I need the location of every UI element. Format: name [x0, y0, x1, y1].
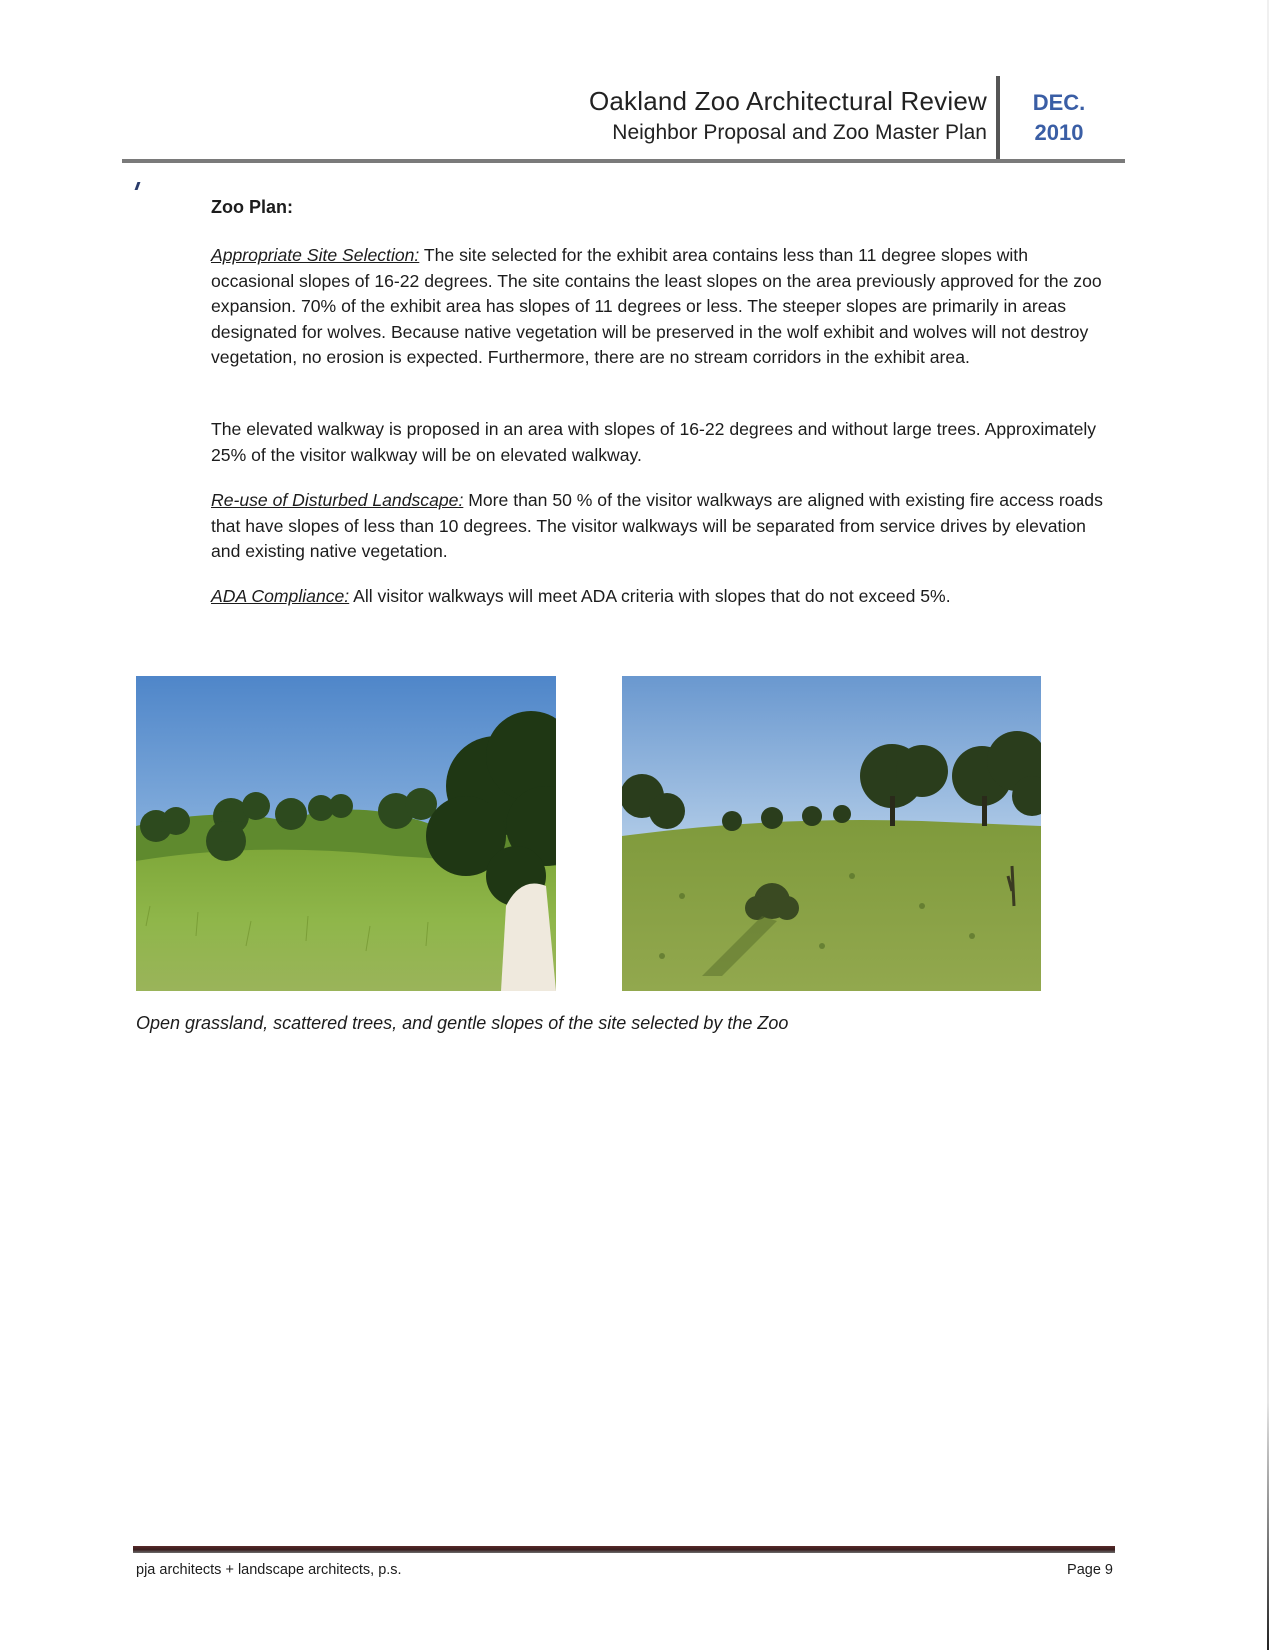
grassland-photo-left — [136, 676, 556, 991]
paragraph-lead: ADA Compliance: — [211, 586, 350, 606]
header-divider — [996, 76, 1000, 160]
paragraph-text: All visitor walkways will meet ADA criteria with slopes that do not exceed 5%. — [349, 586, 951, 606]
footer-firm: pja architects + landscape architects, p.s. — [136, 1562, 402, 1578]
paragraph-text: More than 50 % of the visitor walkways are aligned with existing fire access roads that have slopes of less than 10 degrees. The visitor walkways will be separated from service drives by elevation and existing native vegetation. — [211, 490, 1103, 561]
paragraph-reuse-landscape — [211, 488, 1111, 565]
header-date — [1004, 88, 1114, 148]
document-header — [589, 84, 987, 148]
paragraph-text: The site selected for the exhibit area contains less than 11 degree slopes with occasional slopes of 16-22 degrees. The site contains the least slopes on the area previously approved for the zoo expansion. 70% of the exhibit area has slopes of 11 degrees or less. The steeper slopes are primarily in areas designated for wolves. Because native vegetation will be preserved in the wolf exhibit and wolves will not destroy vegetation, no erosion is expected. Furthermore, there are no stream corridors in the exhibit area. — [211, 245, 1102, 367]
paragraph-ada-compliance — [211, 584, 1111, 610]
paragraph-lead: Appropriate Site Selection: — [211, 245, 420, 265]
page-edge — [1267, 0, 1269, 1650]
header-date-month: DEC. — [1032, 90, 1086, 115]
grassland-photo-right — [622, 676, 1041, 991]
paragraph-lead: Re-use of Disturbed Landscape: — [211, 490, 464, 510]
header-rule — [122, 159, 1125, 163]
page-number: Page 9 — [1067, 1562, 1113, 1578]
section-heading: Zoo Plan: — [211, 197, 293, 217]
figure-caption: Open grassland, scattered trees, and gentle slopes of the site selected by the Zoo — [136, 1013, 789, 1033]
scan-mark — [135, 182, 141, 190]
header-title: Oakland Zoo Architectural Review — [588, 86, 987, 116]
header-subtitle: Neighbor Proposal and Zoo Master Plan — [612, 121, 987, 144]
paragraph-elevated-walkway — [211, 417, 1111, 468]
paragraph-text: The elevated walkway is proposed in an area with slopes of 16-22 degrees and without large trees. Approximately 25% of the visitor walkway will be on elevated walkway. — [211, 419, 1097, 465]
paragraph-site-selection — [211, 243, 1111, 371]
header-date-year: 2010 — [1034, 120, 1084, 145]
footer-rule — [133, 1546, 1115, 1553]
